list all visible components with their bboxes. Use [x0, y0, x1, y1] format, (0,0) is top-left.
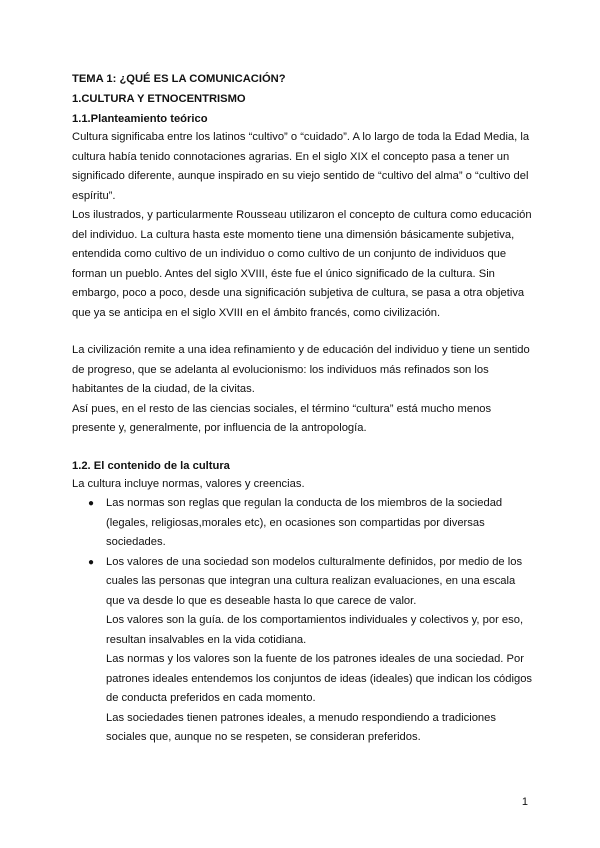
bullet-icon: ● — [88, 556, 95, 568]
document-page — [72, 70, 534, 748]
subsection-heading-1-1: 1.1.Planteamiento teórico — [72, 113, 208, 125]
page-number: 1 — [521, 796, 528, 808]
section-heading-1: 1.CULTURA Y ETNOCENTRISMO — [72, 93, 246, 105]
paragraph-1: Cultura significaba entre los latinos “cultivo” o “cuidado”. A lo largo de toda la Edad Media, la cultura había tenido connotaciones agrarias. En el siglo XIX el concepto pasa a tener un significado diferente, aunque inspirado en su viejo sentido de “cultivo del alma” o “cultivo del espíritu”. — [72, 131, 530, 202]
document-title: TEMA 1: ¿QUÉ ES LA COMUNICACIÓN? — [72, 73, 286, 85]
list-item-text: Los valores de una sociedad son modelos culturalmente definidos, por medio de los cuales las personas que integran una cultura realizan evaluaciones, en una escala que va desde lo que es deseable hasta lo que carece de valor. — [106, 555, 523, 607]
indented-paragraph: Las sociedades tienen patrones ideales, a menudo respondiendo a tradiciones sociales que, aunque no se respeten, se consideran preferidos. — [106, 711, 496, 743]
list-item-text: Las normas son reglas que regulan la conducta de los miembros de la sociedad (legales, religiosas,morales etc), en ocasiones son compartidas por diversas sociedades. — [106, 497, 503, 548]
bullet-icon: ● — [88, 498, 95, 509]
paragraph-3: La civilización remite a una idea refinamiento y de educación del individuo y tiene un sentido de progreso, que se adelanta al evolucionismo: los individuos más refinados son los habitantes de la ciudad, de la civitas. — [72, 344, 530, 395]
indented-paragraph: Los valores son la guía. de los comportamientos individuales y colectivos y, por eso, resultan insalvables en la vida cotidiana. — [106, 614, 524, 646]
bullet-list — [72, 494, 534, 611]
spacer — [72, 439, 534, 457]
spacer — [72, 323, 534, 341]
subsection-heading-1-2: 1.2. El contenido de la cultura — [72, 459, 230, 472]
paragraph-2: Los ilustrados, y particularmente Rousseau utilizaron el concepto de cultura como educación del individuo. La cultura hasta este momento tiene una dimensión básicamente subjetiva, entendida como cultivo de un individuo o como cultivo de un conjunto de individuos que forman un pueblo. Antes del siglo XVIII, éste fue el único significado de la cultura. Sin embargo, poco a poco, desde una significación subjetiva de cultura, se pasa a otra objetiva que ya se anticipa en el siglo XVIII en el ámbito francés, como civilización. — [72, 209, 532, 319]
indented-paragraph: Las normas y los valores son la fuente de los patrones ideales de una sociedad. Por patrones ideales entendemos los conjuntos de ideas (ideales) que indican los códigos de conducta preferidos en cada momento. — [106, 653, 533, 704]
paragraph-5: La cultura incluye normas, valores y creencias. — [72, 477, 305, 490]
list-item — [72, 494, 534, 553]
list-item — [72, 553, 534, 612]
paragraph-4: Así pues, en el resto de las ciencias sociales, el término “cultura” está mucho menos presente y, generalmente, por influencia de la antropología. — [72, 402, 492, 434]
